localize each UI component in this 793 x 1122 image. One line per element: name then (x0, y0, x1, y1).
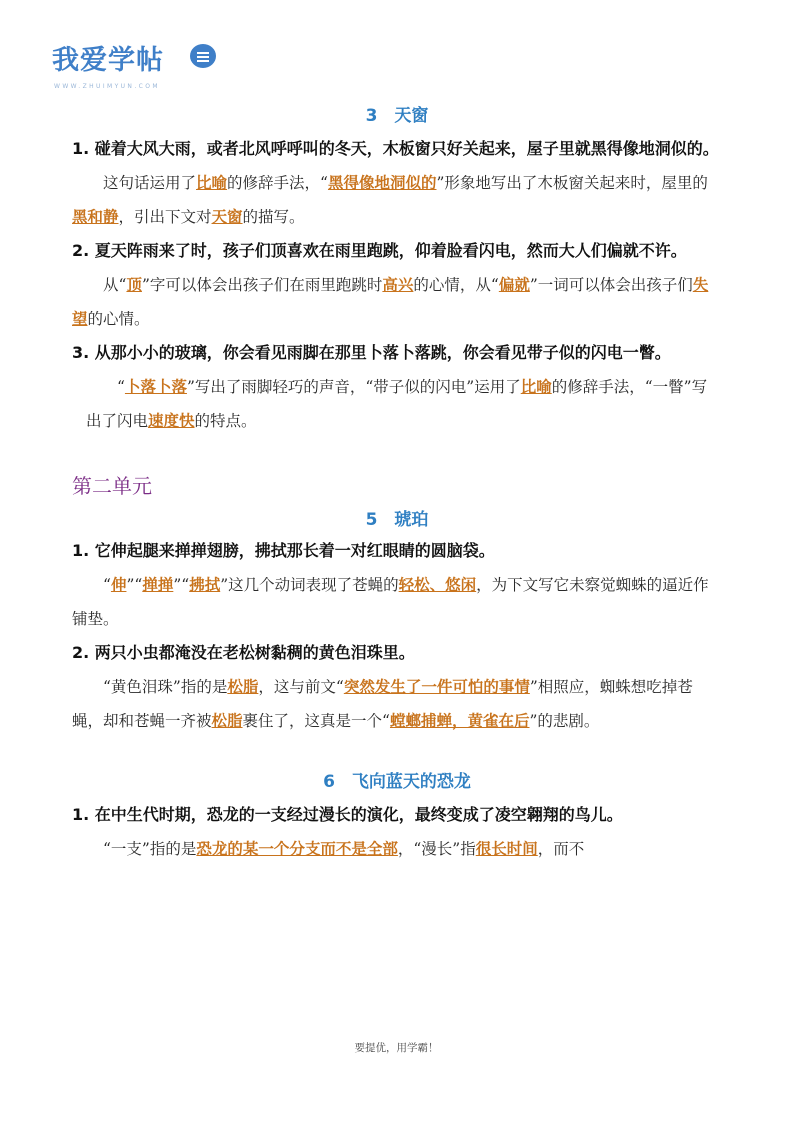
question: 1. 它伸起腿来掸掸翅膀，拂拭那长着一对红眼睛的圆脑袋。 (72, 541, 495, 560)
answer-text: ，引出下文对 (118, 208, 212, 226)
answer (72, 166, 722, 234)
answer-text: ，为下文写它未察觉蜘蛛的逼近作铺垫。 (72, 576, 709, 628)
document-body (72, 100, 722, 866)
site-logo (52, 38, 227, 100)
keyword-highlight: 速度快 (148, 411, 195, 430)
answer (72, 670, 722, 738)
keyword-highlight: 高兴 (382, 275, 414, 294)
answer-text: ”的悲剧。 (529, 712, 600, 730)
answer-text: ”相照应，蜘蛛想吃掉苍蝇，却和苍蝇一齐被 (72, 678, 693, 730)
keyword-highlight: 黑得像地洞似的 (327, 173, 437, 192)
page-footer: 要提优，用学霸！ (354, 1042, 439, 1054)
answer-text: ”字可以体会出孩子们在雨里跑跳时 (141, 276, 383, 294)
answer (72, 568, 722, 636)
answer-text: ”形象地写出了木板窗关起来时，屋里的 (436, 174, 708, 192)
keyword-highlight: 螳螂捕蝉，黄雀在后 (389, 711, 530, 730)
answer-text: 的特点。 (194, 412, 257, 430)
keyword-highlight: 卜落卜落 (124, 377, 187, 396)
answer-text: ，而不 (537, 840, 585, 858)
lesson-title: 6 飞向蓝天的恐龙 (323, 772, 471, 792)
answer-text: ”这几个动词表现了苍蝇的 (220, 576, 399, 594)
answer-text: “一支”指的是 (103, 840, 197, 858)
answer-text: 裹住了，这真是一个“ (242, 712, 390, 730)
answer-text: “ (117, 378, 125, 396)
question: 2. 夏天阵雨来了时，孩子们顶喜欢在雨里跑跳，仰着脸看闪电，然而大人们偏就不许。 (72, 241, 687, 260)
chat-bubble-icon (190, 44, 216, 68)
keyword-highlight: 比喻 (196, 173, 228, 192)
answer-text: ”一词可以体会出孩子们 (529, 276, 693, 294)
answer-text: ，这与前文“ (258, 678, 344, 696)
answer-text: 的心情，从“ (413, 276, 499, 294)
question: 1. 碰着大风大雨，或者北风呼呼叫的冬天，木板窗只好关起来，屋子里就黑得像地洞似的。 (72, 139, 719, 158)
answer-text: 的修辞手法，“ (227, 174, 328, 192)
answer-text: ”“ (173, 576, 190, 594)
keyword-highlight: 松脂 (211, 711, 243, 730)
answer-text: ”“ (126, 576, 143, 594)
keyword-highlight: 比喻 (520, 377, 552, 396)
answer-text: 的修辞手法，“一瞥”写出了闪电 (86, 378, 708, 430)
answer-text: 从“ (103, 276, 127, 294)
keyword-highlight: 突然发生了一件可怕的事情 (343, 677, 530, 696)
keyword-highlight: 拂拭 (189, 575, 221, 594)
lesson-title: 5 琥珀 (365, 510, 429, 530)
answer (72, 832, 722, 866)
keyword-highlight: 松脂 (227, 677, 259, 696)
keyword-highlight: 偏就 (498, 275, 530, 294)
answer (72, 370, 722, 438)
logo-url: WWW.ZHUIMYUN.COM (54, 83, 160, 90)
answer-text: “黄色泪珠”指的是 (103, 678, 228, 696)
keyword-highlight: 掸掸 (142, 575, 174, 594)
answer-text: “ (103, 576, 111, 594)
keyword-highlight: 天窗 (211, 207, 243, 226)
keyword-highlight: 黑和静 (72, 207, 119, 226)
keyword-highlight: 轻松、悠闲 (398, 575, 477, 594)
logo-text: 我爱学帖 (52, 45, 164, 76)
question: 3. 从那小小的玻璃，你会看见雨脚在那里卜落卜落跳，你会看见带子似的闪电一瞥。 (72, 343, 671, 362)
question: 1. 在中生代时期，恐龙的一支经过漫长的演化，最终变成了凌空翱翔的鸟儿。 (72, 805, 623, 824)
answer-text: 的心情。 (87, 310, 150, 328)
keyword-highlight: 顶 (126, 275, 142, 294)
question: 2. 两只小虫都淹没在老松树黏稠的黄色泪珠里。 (72, 643, 415, 662)
answer-text: 的描写。 (242, 208, 305, 226)
keyword-highlight: 伸 (110, 575, 127, 594)
answer-text: ，“漫长”指 (397, 840, 476, 858)
unit-title: 第二单元 (72, 474, 152, 498)
lesson-title: 3 天窗 (365, 106, 429, 126)
keyword-highlight: 恐龙的某一个分支而不是全部 (196, 839, 398, 858)
answer (72, 268, 722, 336)
answer-text: 这句话运用了 (103, 174, 197, 192)
answer-text: ”写出了雨脚轻巧的声音，“带子似的闪电”运用了 (186, 378, 521, 396)
keyword-highlight: 很长时间 (475, 839, 538, 858)
keyword-highlight: 失望 (72, 275, 709, 328)
